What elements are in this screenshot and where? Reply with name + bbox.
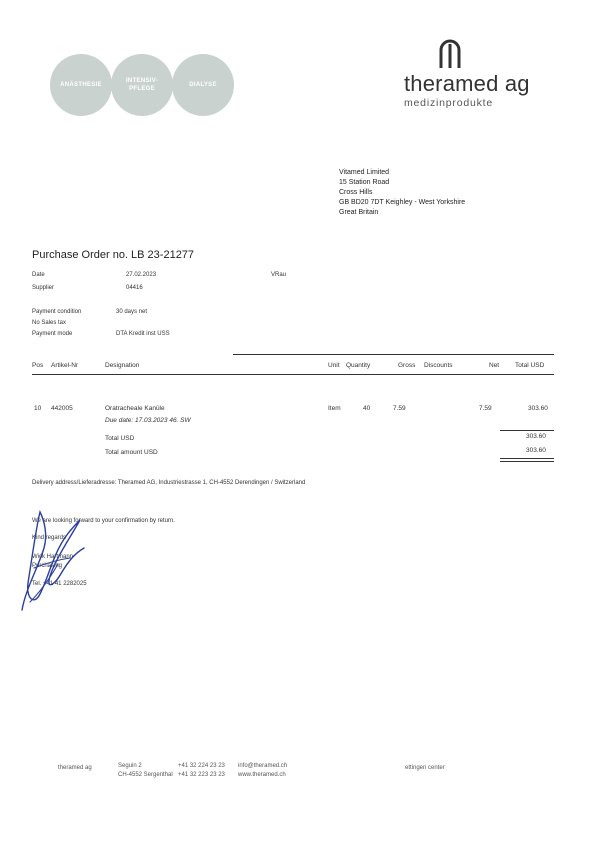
- logo-name: theramed ag: [404, 71, 530, 96]
- footer-line: Seguin 2: [118, 763, 142, 769]
- footer-line: info@theramed.ch: [238, 763, 288, 769]
- row-unit: Item: [328, 405, 341, 412]
- intensivpflege-circle: [111, 54, 173, 116]
- address-line: 15 Station Road: [339, 179, 390, 186]
- purchase-order-title: Purchase Order no. LB 23-21277: [32, 249, 195, 261]
- col-designation-header: Designation: [105, 362, 140, 369]
- row-due-date: Due date: 17.03.2023 46. SW: [105, 417, 191, 424]
- signature-image: [14, 498, 94, 616]
- col-unit-header: Unit: [328, 362, 340, 369]
- supplier-value: 04416: [126, 285, 143, 291]
- total-usd-value: 303.60: [526, 433, 546, 440]
- date-label: Date: [32, 272, 45, 278]
- recipient-address: [339, 168, 465, 218]
- total-usd-label: Total USD: [105, 435, 135, 442]
- footer-right: ettingen center: [405, 765, 445, 771]
- supplier-label: Supplier: [32, 285, 55, 291]
- theramed-logo-icon: [435, 38, 465, 70]
- signer-phone: Tel. +41 41 2282025: [32, 581, 87, 587]
- dialyse-circle: [172, 54, 234, 116]
- total-amount-label: Total amount USD: [105, 449, 158, 456]
- footer-line: +41 32 224 23 23: [178, 763, 225, 769]
- signer-department: Purchasing: [32, 563, 63, 569]
- footer-address: [118, 762, 173, 780]
- row-pos: 10: [34, 405, 42, 412]
- row-net: 7.59: [479, 405, 492, 412]
- circle-label: ANÄSTHESIE: [60, 82, 102, 88]
- footer-company: theramed ag: [58, 765, 92, 771]
- col-pos-header: Pos: [32, 362, 44, 369]
- address-line: Cross Hills: [339, 189, 373, 196]
- delivery-address: Delivery address/Lieferadresse: Theramed AG, Industriestrasse 1, CH-4552 Derendingen / Switzerland: [32, 480, 306, 486]
- payment-mode-label: Payment mode: [32, 331, 73, 337]
- total-rule-2: [500, 461, 554, 462]
- payment-condition-value: 30 days net: [116, 309, 148, 315]
- signer-name: Wick Hartmann: [32, 554, 74, 560]
- footer-line: +41 32 223 23 23: [178, 772, 225, 778]
- address-line: GB BD20 7DT Keighley - West Yorkshire: [339, 199, 466, 206]
- total-amount-value: 303.60: [526, 447, 546, 454]
- date-value: 27.02.2023: [126, 272, 157, 278]
- logo-subtitle: medizinprodukte: [404, 97, 494, 109]
- footer-line: www.theramed.ch: [238, 772, 286, 778]
- row-total: 303.60: [528, 405, 548, 412]
- row-designation: Oratracheale Kanüle: [105, 405, 165, 412]
- footer-phone: [178, 762, 225, 780]
- no-sales-tax: No Sales tax: [32, 320, 67, 326]
- col-article-header: Artikel-Nr: [51, 362, 79, 369]
- anaesthesie-circle: [50, 54, 112, 116]
- circle-label: DIALYSE: [189, 82, 217, 88]
- row-quantity: 40: [363, 405, 371, 412]
- row-article: 442005: [51, 405, 73, 412]
- col-total-header: Total USD: [515, 362, 545, 369]
- col-discounts-header: Discounts: [424, 362, 453, 369]
- subtotal-rule: [500, 430, 554, 431]
- col-quantity-header: Quantity: [346, 362, 371, 369]
- payment-mode-value: DTA Kredit inst USS: [116, 331, 170, 337]
- footer-contact: [238, 762, 287, 780]
- address-line: Great Britain: [339, 209, 379, 216]
- footer-line: CH-4552 Sergenthal: [118, 772, 173, 778]
- total-rule-1: [500, 458, 554, 459]
- payment-condition-label: Payment condition: [32, 309, 82, 315]
- regards-text: Kind regards: [32, 535, 67, 541]
- visa-value: VRau: [271, 272, 287, 278]
- table-top-rule: [233, 354, 554, 355]
- table-header-rule: [32, 374, 554, 375]
- col-gross-header: Gross: [398, 362, 416, 369]
- confirmation-text: We are looking forward to your confirmation by return.: [32, 518, 175, 524]
- col-net-header: Net: [489, 362, 500, 369]
- circle-label: INTENSIV-PFLEGE: [125, 78, 159, 92]
- address-line: Vitamed Limited: [339, 169, 390, 176]
- row-gross: 7.59: [393, 405, 406, 412]
